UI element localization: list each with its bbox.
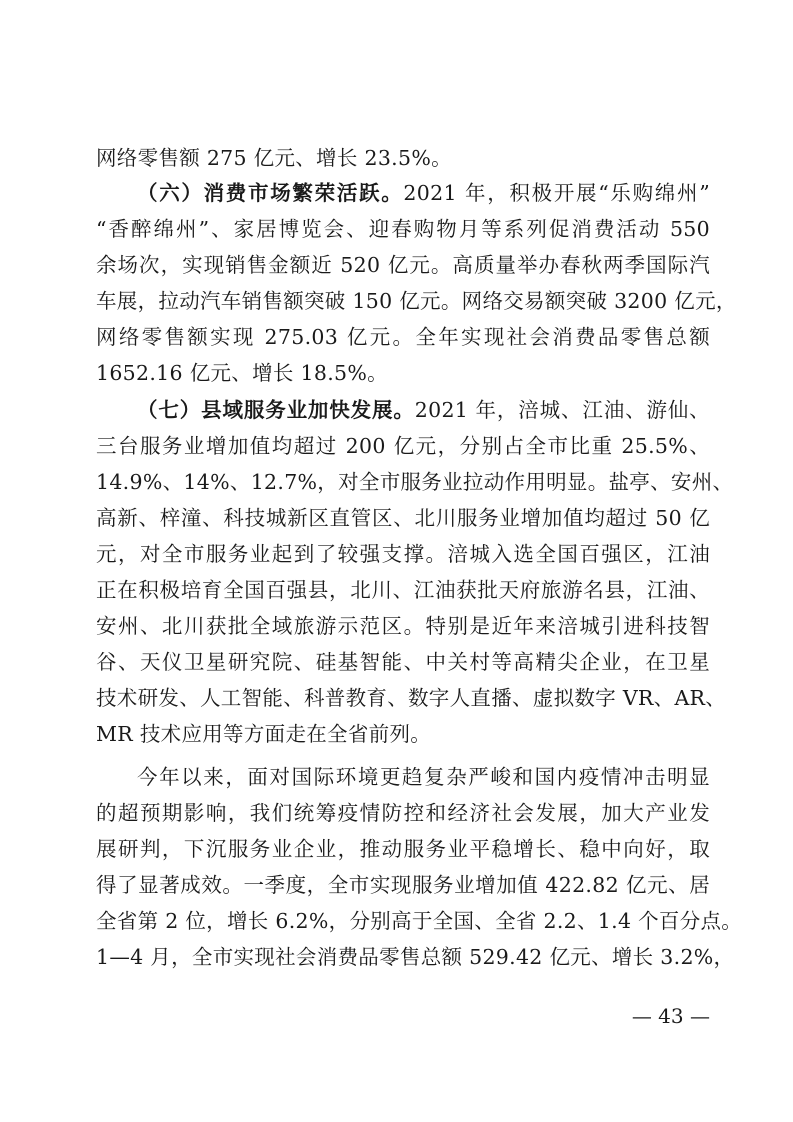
text-line: 正在积极培育全国百强县，北川、江油获批天府旅游名县，江油、: [96, 578, 710, 602]
text-line: 网络零售额 275 亿元、增长 23.5%。: [96, 146, 452, 170]
text-line: MR 技术应用等方面走在全省前列。: [96, 722, 432, 746]
text-line: 谷、天仪卫星研究院、硅基智能、中关村等高精尖企业，在卫星: [96, 650, 710, 674]
text-line: 网络零售额实现 275.03 亿元。全年实现社会消费品零售总额: [96, 325, 710, 349]
text-run: 2021 年，涪城、江油、游仙、: [414, 398, 710, 422]
text-line: 全省第 2 位，增长 6.2%，分别高于全国、全省 2.2、1.4 个百分点。: [96, 909, 743, 933]
text-line: 元，对全市服务业起到了较强支撑。涪城入选全国百强区，江油: [96, 542, 710, 566]
text-line: 1—4 月，全市实现社会消费品零售总额 529.42 亿元、增长 3.2%，: [96, 945, 735, 969]
paragraph-first-line: 今年以来，面对国际环境更趋复杂严峻和国内疫情冲击明显: [137, 765, 710, 789]
section-heading: （六）消费市场繁荣活跃。: [137, 181, 404, 205]
text-line: 的超预期影响，我们统筹疫情防控和经济社会发展，加大产业发: [96, 801, 710, 825]
text-run: 2021 年，积极开展“乐购绵州”: [403, 181, 710, 205]
text-line: 余场次，实现销售金额近 520 亿元。高质量举办春秋两季国际汽: [96, 253, 710, 277]
text-line: 技术研发、人工智能、科普教育、数字人直播、虚拟数字 VR、AR、: [96, 686, 727, 710]
text-line: “香醉绵州”、家居博览会、迎春购物月等系列促消费活动 550: [96, 217, 710, 241]
text-line: 得了显著成效。一季度，全市实现服务业增加值 422.82 亿元、居: [96, 873, 710, 897]
paragraph-first-line: [137, 178, 710, 208]
text-line: 1652.16 亿元、增长 18.5%。: [96, 361, 388, 385]
text-line: 展研判，下沉服务业企业，推动服务业平稳增长、稳中向好，取: [96, 837, 710, 861]
text-line: 高新、梓潼、科技城新区直管区、北川服务业增加值均超过 50 亿: [96, 506, 710, 530]
text-line: 三台服务业增加值均超过 200 亿元，分别占全市比重 25.5%、: [96, 434, 710, 458]
text-line: 安州、北川获批全域旅游示范区。特别是近年来涪城引进科技智: [96, 614, 710, 638]
page-number: — 43 —: [631, 1004, 710, 1028]
section-heading: （七）县域服务业加快发展。: [137, 398, 415, 422]
text-line: 车展，拉动汽车销售额突破 150 亿元。网络交易额突破 3200 亿元，: [96, 289, 737, 313]
text-line: 14.9%、14%、12.7%，对全市服务业拉动作用明显。盐亭、安州、: [96, 470, 734, 494]
paragraph-first-line: [137, 395, 710, 425]
